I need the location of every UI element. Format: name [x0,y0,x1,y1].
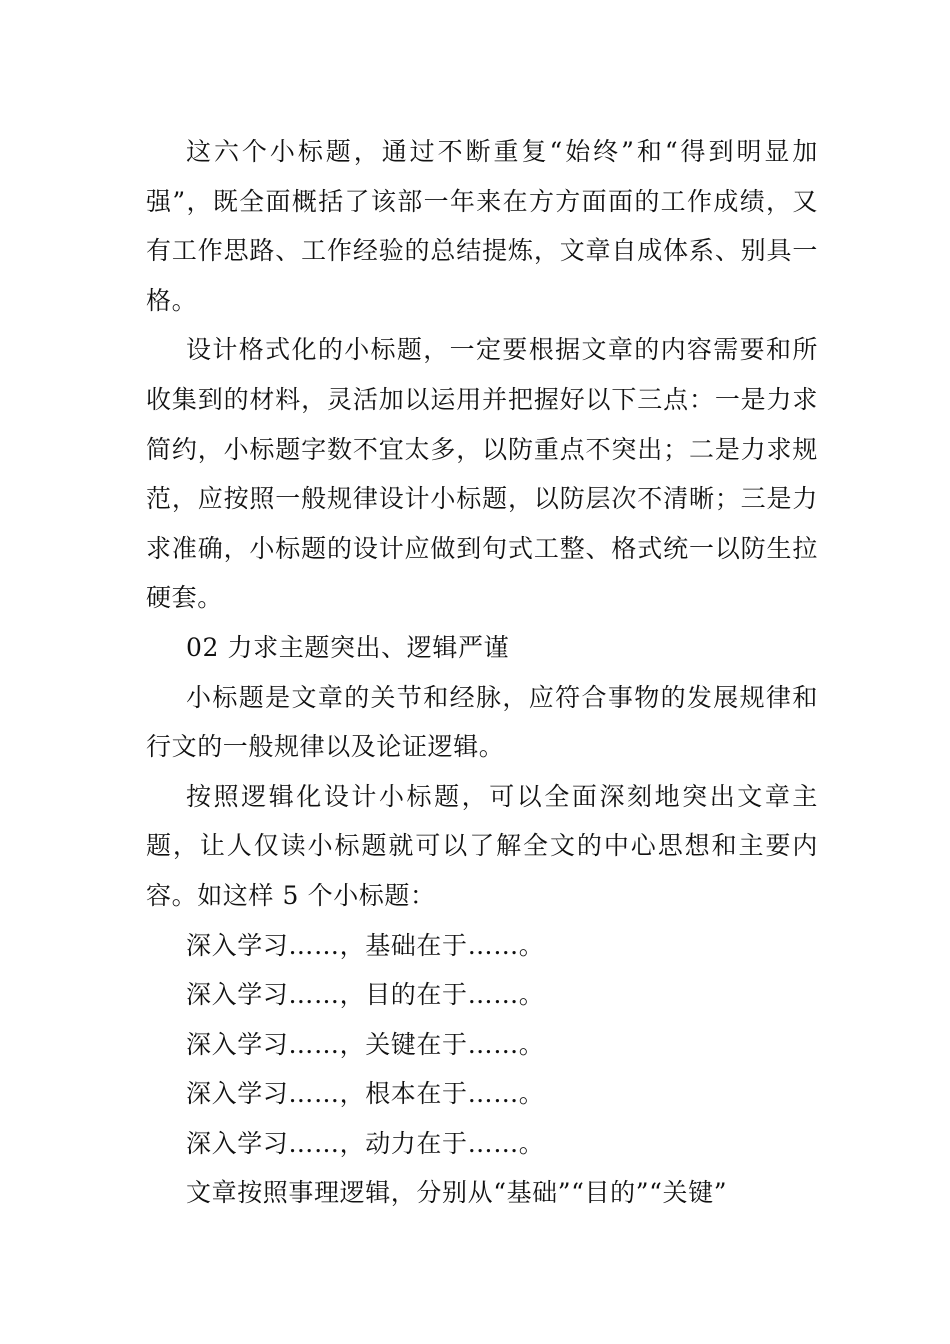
document-body [146,127,818,1218]
paragraph-final: 文章按照事理逻辑，分别从“基础”“目的”“关键” [186,1178,728,1208]
subtitle-item: 深入学习……，根本在于……。 [186,1079,545,1109]
section-heading: 02 力求主题突出、逻辑严谨 [186,632,510,662]
subtitle-item: 深入学习……，基础在于……。 [186,930,545,960]
subtitle-item: 深入学习……，目的在于……。 [186,980,545,1010]
paragraph-subtitle-role: 小标题是文章的关节和经脉，应符合事物的发展规律和行文的一般规律以及论证逻辑。 [146,682,818,762]
subtitle-item: 深入学习……，关键在于……。 [186,1029,545,1059]
paragraph-format-design: 设计格式化的小标题，一定要根据文章的内容需要和所收集到的材料，灵活加以运用并把握好以下三点：一是力求简约，小标题字数不宜太多，以防重点不突出；二是力求规范，应按照一般规律设计小标题，以防层次不清晰；三是力求准确，小标题的设计应做到句式工整、格式统一以防生拉硬套。 [146,335,818,613]
subtitle-item: 深入学习……，动力在于……。 [186,1128,545,1158]
paragraph-summary: 这六个小标题，通过不断重复“始终”和“得到明显加强”，既全面概括了该部一年来在方方面面的工作成绩，又有工作思路、工作经验的总结提炼，文章自成体系、别具一格。 [146,137,818,315]
paragraph-logic-design: 按照逻辑化设计小标题，可以全面深刻地突出文章主题，让人仅读小标题就可以了解全文的中心思想和主要内容。如这样 5 个小标题： [146,781,818,910]
